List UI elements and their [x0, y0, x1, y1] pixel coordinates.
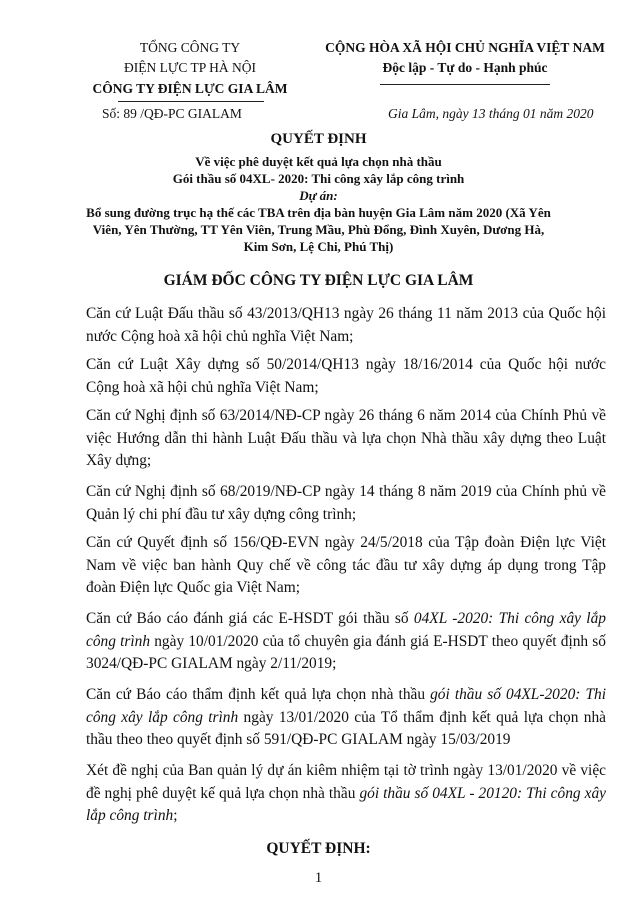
- org-middle: ĐIỆN LỰC TP HÀ NỘI: [124, 60, 256, 75]
- p6-text-a: Căn cứ Báo cáo đánh giá các E-HSDT gói thầu số: [86, 610, 414, 627]
- project-line1: Bổ sung đường trục hạ thế các TBA trên địa bàn huyện Gia Lâm năm 2020 (Xã Yên: [86, 205, 551, 220]
- project-line3: Kim Sơn, Lệ Chi, Phú Thị): [243, 239, 394, 254]
- decision-heading: QUYẾT ĐỊNH:: [266, 840, 371, 857]
- project-label: Dự án:: [299, 188, 338, 203]
- basis-paragraph-8: [86, 760, 606, 828]
- basis-paragraph-2: Căn cứ Luật Xây dựng số 50/2014/QH13 ngày 18/16/2014 của Quốc hội nước Cộng hoà xã hội chủ nghĩa Việt Nam;: [86, 356, 606, 396]
- p7-text-c: ngày 13/01/2020 của Tổ thẩm định kết quả lựa chọn nhà thầu theo theo quyết định số 591/QĐ-PC GIALAM ngày 15/03/2019: [86, 708, 607, 748]
- p8-package: gói thầu số 04XL - 20120: Thi công xây lắp công trình: [86, 784, 606, 824]
- org-parent: TỔNG CÔNG TY: [139, 40, 241, 55]
- doc-heading: QUYẾT ĐỊNH: [270, 131, 367, 147]
- doc-number: Số: 89 /QĐ-PC GIALAM: [102, 106, 242, 121]
- motto-underline: [380, 84, 550, 85]
- basis-paragraph-5: Căn cứ Quyết định số 156/QĐ-EVN ngày 24/5/2018 của Tập đoàn Điện lực Việt Nam về việc ban hành Quy chế về công tác đầu tư xây dựng áp dụng trong Tập đoàn Điện lực Quốc gia Việt Nam;: [86, 534, 606, 596]
- project-line2: Viên, Yên Thường, TT Yên Viên, Trung Mầu, Phù Đổng, Đình Xuyên, Dương Hà,: [92, 222, 545, 237]
- basis-paragraph-1: Căn cứ Luật Đấu thầu số 43/2013/QH13 ngày 26 tháng 11 năm 2013 của Quốc hội nước Cộng hoà xã hội chủ nghĩa Việt Nam;: [86, 305, 606, 345]
- org-underline: [118, 101, 264, 102]
- p8-text-a: Xét đề nghị của Ban quản lý dự án kiêm nhiệm tại tờ trình ngày 13/01/2020 về việc đề nghị phê duyệt kế quả lựa chọn nhà thầu: [86, 762, 606, 802]
- basis-paragraph-6: [86, 608, 606, 676]
- basis-paragraph-4: Căn cứ Nghị định số 68/2019/NĐ-CP ngày 14 tháng 8 năm 2019 của Chính phủ về Quản lý chi phí đầu tư xây dựng công trình;: [86, 483, 606, 523]
- p6-text-c: ngày 10/01/2020 của tổ chuyên gia đánh giá E-HSDT theo quyết định số 3024/QĐ-PC GIALAM ngày 2/11/2019;: [86, 632, 606, 672]
- authority-heading: GIÁM ĐỐC CÔNG TY ĐIỆN LỰC GIA LÂM: [163, 272, 474, 289]
- basis-paragraph-7: [86, 684, 606, 752]
- p7-text-a: Căn cứ Báo cáo thẩm định kết quả lựa chọn nhà thầu: [86, 686, 431, 703]
- p6-package: 04XL -2020: Thi công xây lắp công trình: [86, 610, 606, 650]
- p8-text-c: ;: [173, 807, 178, 824]
- page-number: 1: [314, 870, 323, 886]
- basis-paragraph-3: Căn cứ Nghị định số 63/2014/NĐ-CP ngày 26 tháng 6 năm 2014 của Chính Phủ về việc Hướng dẫn thi hành Luật Đấu thầu và lựa chọn Nhà thầu xây dựng theo Luật Xây dựng;: [86, 407, 606, 469]
- subject-line1: Về việc phê duyệt kết quả lựa chọn nhà thầu: [195, 154, 442, 169]
- national-motto: Độc lập - Tự do - Hạnh phúc: [382, 60, 548, 75]
- national-title: CỘNG HÒA XÃ HỘI CHỦ NGHĨA VIỆT NAM: [325, 40, 605, 55]
- org-name: CÔNG TY ĐIỆN LỰC GIA LÂM: [92, 81, 288, 96]
- p7-package: gói thầu số 04XL-2020: Thi công xây lắp công trình: [86, 686, 606, 726]
- subject-line2: Gói thầu số 04XL- 2020: Thi công xây lắp công trình: [172, 171, 465, 186]
- place-date: Gia Lâm, ngày 13 tháng 01 năm 2020: [388, 106, 594, 121]
